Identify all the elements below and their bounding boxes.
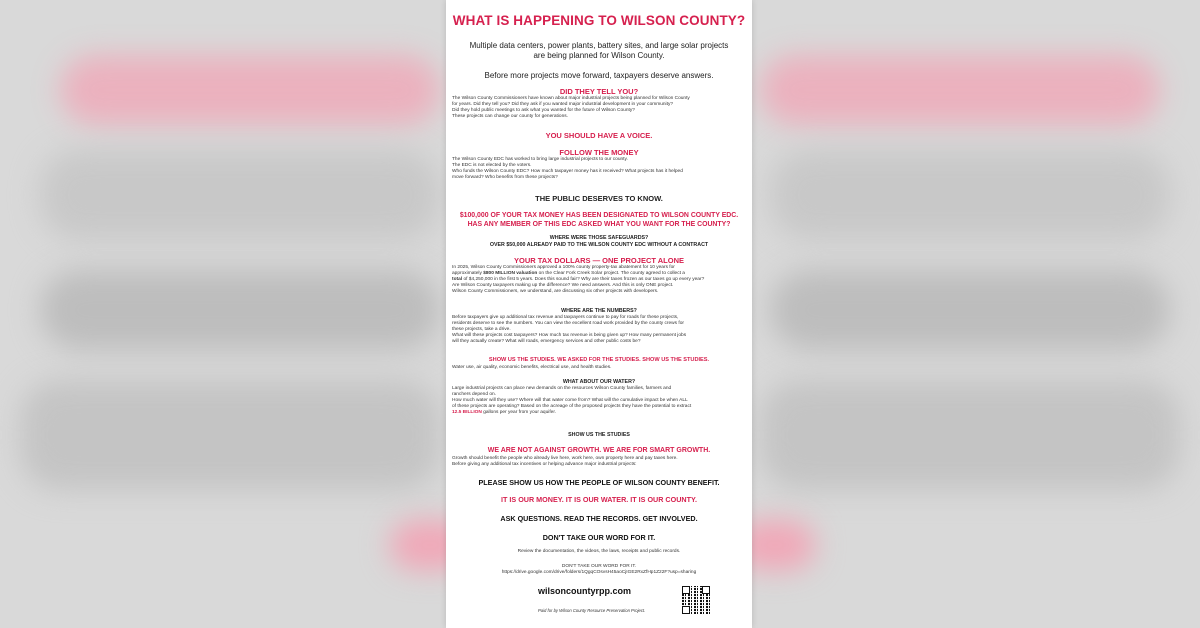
- qr-code-icon: [682, 586, 710, 614]
- intro-question: Before more projects move forward, taxpayers deserve answers.: [484, 71, 714, 80]
- flyer-page: [446, 0, 752, 628]
- heading-where-are-numbers: WHERE ARE THE NUMBERS?: [561, 308, 637, 314]
- closing-dont-take-word: DON'T TAKE OUR WORD FOR IT.: [542, 533, 656, 542]
- closing-ask-questions: ASK QUESTIONS. READ THE RECORDS. GET INVOLVED.: [500, 514, 698, 523]
- heading-voice: YOU SHOULD HAVE A VOICE.: [545, 131, 653, 140]
- section-where-are-numbers: Before taxpayers give up additional tax revenue and taxpayers continue to pay for roads for these projects, residents deserve to see the numbers. You can view the excellent road work provided by the county crews for these projects, take a drive. What will these projects cost taxpayers? How much tax revenue is being given up? How many permanent jobs will they actually create? What will roads, emergency services and other public costs be?: [452, 315, 687, 345]
- heading-show-studies-2: SHOW US THE STUDIES: [568, 432, 630, 438]
- website-link[interactable]: wilsoncountyrpp.com: [538, 586, 632, 596]
- page-title: WHAT IS HAPPENING TO WILSON COUNTY?: [452, 13, 746, 28]
- heading-did-they-tell-you: DID THEY TELL YOU?: [559, 87, 639, 96]
- intro-text: Multiple data centers, power plants, battery sites, and large solar projects are being planned for Wilson County.: [469, 41, 729, 60]
- closing-show-benefit: PLEASE SHOW US HOW THE PEOPLE OF WILSON COUNTY BENEFIT.: [478, 478, 720, 487]
- edc-money-callout: $100,000 OF YOUR TAX MONEY HAS BEEN DESIGNATED TO WILSON COUNTY EDC. HAS ANY MEMBER OF THIS EDC ASKED WHAT YOU WANT FOR THE COUNTY?: [459, 212, 739, 228]
- paid-for-by: Paid for by Wilson County Resource Preservation Project.: [538, 608, 646, 613]
- heading-tax-dollars: YOUR TAX DOLLARS — ONE PROJECT ALONE: [513, 256, 684, 265]
- section-follow-the-money: The Wilson County EDC has worked to bring large industrial projects to our county. The EDC is not elected by the voters. Who funds the Wilson County EDC? How much taxpayer money has it received? What projects has it helped move forward? Who benefits from these projects?: [452, 157, 683, 181]
- dont-take-word-small: DON'T TAKE OUR WORD FOR IT.: [561, 564, 637, 569]
- section-did-they-tell-you: The Wilson County Commissioners have known about major industrial projects being planned for Wilson County for years. Did they tell you? Did they ask if you wanted major industrial development in your community? Did they hold public meetings to ask what you wanted for the future of Wilson County? These projects can change our county for generations.: [452, 96, 690, 120]
- heading-water: WHAT ABOUT OUR WATER?: [562, 379, 636, 385]
- section-water: Large industrial projects can place new demands on the resources Wilson County families, farmers and ranchers depend on. How much water will they use? Where will that water come from? What will the cumulative impact be when ALL of these projects are operating? Based on the acreage of the proposed projects they have the potential to extract 12.5 BILLION gallons per year from your aquifer.: [452, 386, 692, 416]
- heading-show-studies: SHOW US THE STUDIES. WE ASKED FOR THE STUDIES. SHOW US THE STUDIES.: [488, 357, 710, 363]
- drive-link[interactable]: https://drive.google.com/drive/folders/1QgqCOsvsH45aoCjIGE2RxZfHp1Z22F?usp=sharing: [501, 570, 697, 575]
- heading-public-deserves: THE PUBLIC DESERVES TO KNOW.: [535, 194, 663, 203]
- closing-our-county: IT IS OUR MONEY. IT IS OUR WATER. IT IS OUR COUNTY.: [501, 495, 697, 504]
- heading-smart-growth: WE ARE NOT AGAINST GROWTH. WE ARE FOR SMART GROWTH.: [487, 447, 711, 454]
- studies-list: Water use, air quality, economic benefits, electrical use, and health studies.: [452, 365, 612, 370]
- section-tax-dollars: In 2025, Wilson County Commissioners approved a 100% county property-tax abatement for 10 years for approximately $800 MILLION valuation on the Clear Fork Creek Solar project. The county agreed to collect a total of $4,250,000 in the first 5 years. Does this sound fair? Why are their taxes frozen as our taxes go up every year? Are Wilson County taxpayers making up the difference? We need answers. And this is only ONE project. Wilson County Commissioners, we understand, are discussing six other projects with developers.: [452, 265, 705, 295]
- safeguards-callout: WHERE WERE THOSE SAFEGUARDS? OVER $50,000 ALREADY PAID TO THE WILSON COUNTY EDC WITHOUT A CONTRACT: [489, 235, 709, 248]
- section-smart-growth: Growth should benefit the people who already live here, work here, own property here and pay taxes here. Before giving any additional tax incentives or helping advance major industrial projects:: [452, 456, 678, 468]
- review-documentation-text: Review the documentation, the videos, the laws, receipts and public records.: [517, 549, 681, 554]
- heading-follow-the-money: FOLLOW THE MONEY: [559, 148, 639, 157]
